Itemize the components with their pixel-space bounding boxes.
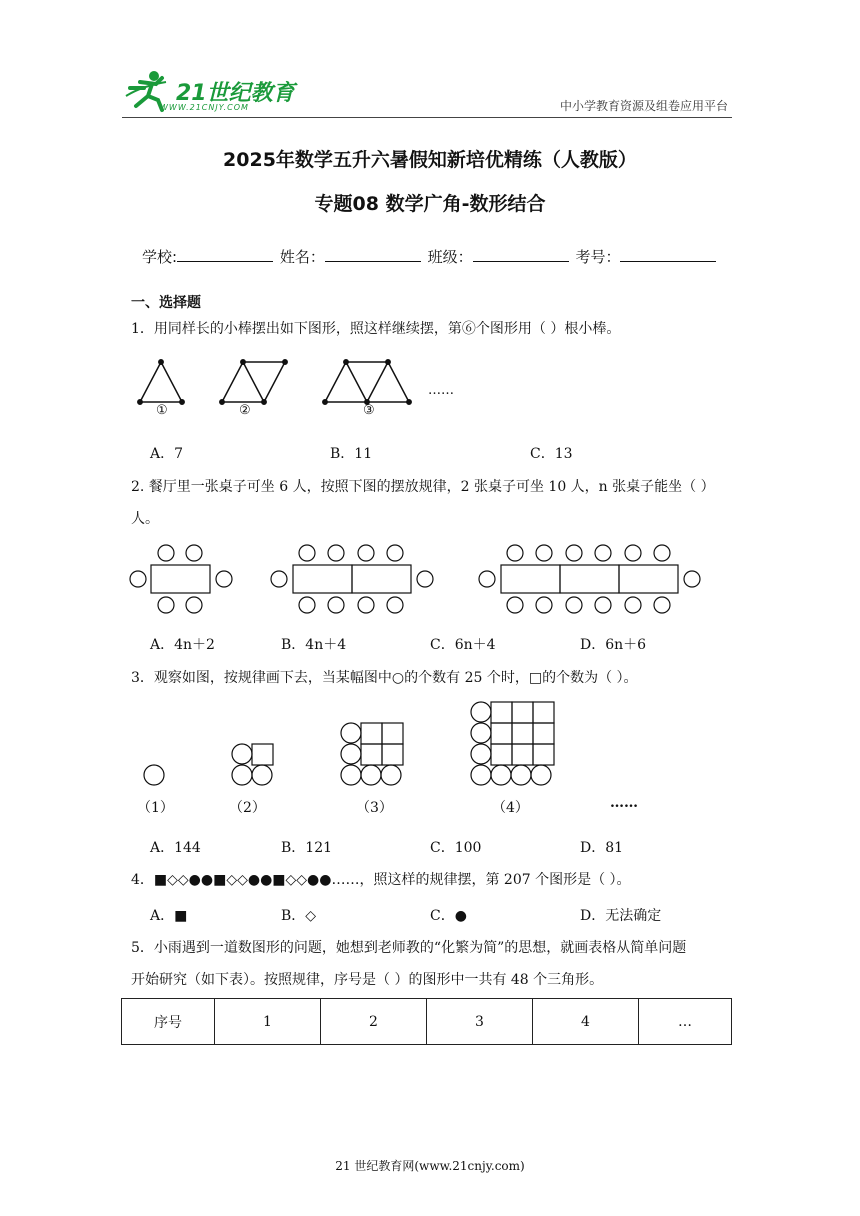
question-2-line-2: 人。	[131, 511, 159, 527]
logo-url: WWW.21CNJY.COM	[160, 103, 249, 112]
q3-option-c[interactable]: C．100	[430, 840, 482, 856]
fig-label-1: ①	[156, 403, 168, 418]
q3-fig-label-3: （3）	[356, 800, 393, 816]
q1-option-a[interactable]: A．7	[150, 446, 184, 462]
q2-option-a[interactable]: A．4n＋2	[150, 637, 215, 653]
question-4-text: 4．■◇◇●●■◇◇●●■◇◇●●……，照这样的规律摆，第 207 个图形是（ ）。	[131, 872, 631, 888]
name-blank[interactable]	[325, 247, 421, 262]
class-blank[interactable]	[473, 247, 569, 262]
page-title: 2025年数学五升六暑假知新培优精练（人教版）	[223, 149, 637, 171]
header-divider	[122, 117, 732, 118]
q3-option-d[interactable]: D．81	[580, 840, 624, 856]
page-subtitle: 专题08 数学广角-数形结合	[314, 193, 546, 215]
school-label: 学校:	[142, 248, 178, 266]
table-cell: 1	[215, 999, 321, 1045]
table-cell: …	[639, 999, 732, 1045]
fig-label-3: ③	[363, 403, 375, 418]
class-label: 班级：	[427, 248, 473, 266]
question-2-line-1: 2. 餐厅里一张桌子可坐 6 人，按照下图的摆放规律，2 张桌子可坐 10 人，n 张桌子能坐（ ）	[131, 479, 715, 495]
q4-option-c[interactable]: C．●	[430, 908, 467, 924]
exam-no-blank[interactable]	[620, 247, 716, 262]
exam-no-label: 考号：	[575, 248, 621, 266]
table-cell: 序号	[122, 999, 215, 1045]
question-5-line-1: 5．小雨遇到一道数图形的问题，她想到老师教的“化繁为简”的思想，就画表格从简单问题	[131, 940, 687, 956]
q3-fig-label-2: （2）	[229, 800, 266, 816]
question-1-text: 1．用同样长的小棒摆出如下图形，照这样继续摆，第⑥个图形用（ ）根小棒。	[131, 321, 621, 337]
q3-fig-label-1: （1）	[137, 800, 174, 816]
q2-option-d[interactable]: D．6n＋6	[580, 637, 647, 653]
q3-option-a[interactable]: A．144	[150, 840, 201, 856]
q4-option-a[interactable]: A．■	[150, 908, 188, 924]
school-blank[interactable]	[177, 247, 273, 262]
student-info-line	[142, 246, 718, 267]
q4-option-d[interactable]: D．无法确定	[580, 908, 662, 924]
tables-seats-figure	[128, 542, 708, 617]
q3-ellipsis: ……	[610, 795, 638, 811]
name-label: 姓名：	[279, 248, 325, 266]
table-cell: 2	[321, 999, 427, 1045]
circles-squares-figure	[140, 700, 560, 790]
q3-fig-label-4: （4）	[492, 800, 529, 816]
q4-option-b[interactable]: B．◇	[281, 908, 317, 924]
table-cell: 4	[533, 999, 639, 1045]
q1-option-b[interactable]: B．11	[330, 446, 373, 462]
table-row	[122, 999, 732, 1045]
ellipsis: ……	[428, 383, 454, 398]
triangle-sticks-figure	[130, 350, 470, 425]
q2-option-c[interactable]: C．6n＋4	[430, 637, 496, 653]
sequence-table	[121, 998, 732, 1045]
logo-text: 21世纪教育	[176, 81, 295, 106]
table-cell: 3	[427, 999, 533, 1045]
question-5-line-2: 开始研究（如下表）。按照规律，序号是（ ）的图形中一共有 48 个三角形。	[131, 972, 604, 988]
q2-option-b[interactable]: B．4n＋4	[281, 637, 347, 653]
q3-option-b[interactable]: B．121	[281, 840, 333, 856]
fig-label-2: ②	[239, 403, 251, 418]
page-footer: 21 世纪教育网(www.21cnjy.com)	[335, 1159, 525, 1173]
section-heading: 一、选择题	[131, 295, 201, 311]
platform-text: 中小学教育资源及组卷应用平台	[559, 99, 728, 113]
question-3-text: 3．观察如图，按规律画下去，当某幅图中○的个数有 25 个时，□的个数为（ ）。	[131, 670, 638, 686]
q1-option-c[interactable]: C．13	[530, 446, 573, 462]
